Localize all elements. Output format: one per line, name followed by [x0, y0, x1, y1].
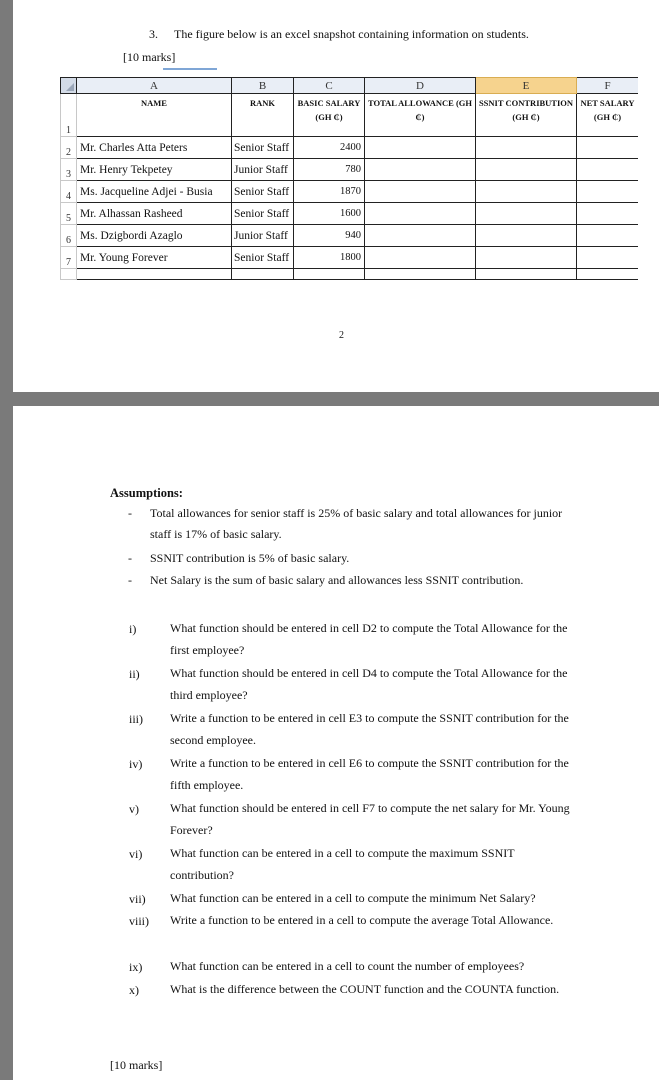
row-number[interactable]: 4 [61, 181, 77, 203]
blue-underline [163, 68, 217, 70]
spreadsheet-grid [60, 77, 638, 280]
cell-ssnit[interactable] [476, 247, 577, 269]
column-header-a[interactable]: A [77, 78, 232, 94]
table-row-cropped [61, 269, 639, 280]
assumptions-title: Assumptions: [110, 486, 183, 500]
cell-total-allowance[interactable] [365, 247, 476, 269]
cell-empty[interactable] [294, 269, 365, 280]
row-number[interactable]: 1 [61, 94, 77, 137]
assumption-item: Total allowances for senior staff is 25% of basic salary and total allowances for junior staff is 17% of basic salary. [150, 506, 563, 541]
question-number: ii) [129, 667, 140, 681]
header-total-allowance[interactable]: TOTAL ALLOWANCE (GH ₵) [365, 94, 476, 137]
page-bottom [13, 406, 659, 1080]
cell-rank[interactable]: Senior Staff [232, 181, 294, 203]
question-number: v) [129, 802, 139, 816]
table-row [61, 225, 639, 247]
row-number[interactable]: 6 [61, 225, 77, 247]
cell-net-salary[interactable] [577, 181, 639, 203]
row-number[interactable]: 7 [61, 247, 77, 269]
cell-net-salary[interactable] [577, 137, 639, 159]
cell-ssnit[interactable] [476, 159, 577, 181]
question-text: Write a function to be entered in cell E3 to compute the SSNIT contribution for the second employee. [170, 711, 569, 747]
question-number: iv) [129, 757, 143, 771]
question-text: The figure below is an excel snapshot containing information on students. [174, 27, 529, 41]
cell-empty[interactable] [77, 269, 232, 280]
row-number[interactable] [61, 269, 77, 280]
question-number: iii) [129, 712, 143, 726]
cell-rank[interactable]: Senior Staff [232, 137, 294, 159]
cell-name[interactable]: Ms. Jacqueline Adjei - Busia [77, 181, 232, 203]
cell-rank[interactable]: Junior Staff [232, 159, 294, 181]
column-header-b[interactable]: B [232, 78, 294, 94]
header-name[interactable]: NAME [77, 94, 232, 137]
row-number[interactable]: 3 [61, 159, 77, 181]
question-text: What function should be entered in cell D4 to compute the Total Allowance for the third employee? [170, 666, 568, 702]
question-number: vii) [129, 892, 146, 906]
question-number: viii) [129, 914, 149, 928]
cell-ssnit[interactable] [476, 203, 577, 225]
column-header-d[interactable]: D [365, 78, 476, 94]
cell-basic-salary[interactable]: 1870 [294, 181, 365, 203]
question-text: What function should be entered in cell D2 to compute the Total Allowance for the first employee? [170, 621, 568, 657]
question-number: ix) [129, 960, 143, 974]
cell-rank[interactable]: Senior Staff [232, 203, 294, 225]
cell-ssnit[interactable] [476, 181, 577, 203]
cell-name[interactable]: Mr. Young Forever [77, 247, 232, 269]
question-heading [149, 27, 529, 42]
column-header-e[interactable]: E [476, 78, 577, 94]
question-text: Write a function to be entered in a cell to compute the average Total Allowance. [170, 913, 554, 927]
table-row [61, 247, 639, 269]
cell-net-salary[interactable] [577, 203, 639, 225]
table-row [61, 159, 639, 181]
question-number: 3. [149, 27, 158, 41]
table-row [61, 203, 639, 225]
header-rank[interactable]: RANK [232, 94, 294, 137]
question-text: What function can be entered in a cell to compute the maximum SSNIT contribution? [170, 846, 515, 882]
cell-ssnit[interactable] [476, 225, 577, 247]
cell-basic-salary[interactable]: 780 [294, 159, 365, 181]
cell-basic-salary[interactable]: 1600 [294, 203, 365, 225]
cell-total-allowance[interactable] [365, 181, 476, 203]
header-ssnit-contribution[interactable]: SSNIT CONTRIBUTION (GH ₵) [476, 94, 577, 137]
question-number: i) [129, 622, 137, 636]
cell-empty[interactable] [232, 269, 294, 280]
table-header-row [61, 94, 639, 137]
cell-empty[interactable] [365, 269, 476, 280]
row-number[interactable]: 5 [61, 203, 77, 225]
column-header-c[interactable]: C [294, 78, 365, 94]
question-text: What is the difference between the COUNT function and the COUNTA function. [170, 982, 560, 996]
marks-label-bottom: [10 marks] [110, 1058, 163, 1072]
cell-total-allowance[interactable] [365, 159, 476, 181]
cell-total-allowance[interactable] [365, 225, 476, 247]
select-all-corner[interactable] [61, 78, 77, 94]
bullet-dash: - [128, 506, 132, 520]
table-row [61, 181, 639, 203]
cell-empty[interactable] [577, 269, 639, 280]
bullet-dash: - [128, 573, 132, 587]
table-row [61, 137, 639, 159]
bullet-dash: - [128, 551, 132, 565]
question-number: vi) [129, 847, 143, 861]
cell-name[interactable]: Mr. Alhassan Rasheed [77, 203, 232, 225]
assumption-item: SSNIT contribution is 5% of basic salary. [150, 551, 350, 565]
cell-ssnit[interactable] [476, 137, 577, 159]
column-header-row [61, 78, 639, 94]
question-text: What function can be entered in a cell to compute the minimum Net Salary? [170, 891, 536, 905]
cell-name[interactable]: Ms. Dzigbordi Azaglo [77, 225, 232, 247]
header-basic-salary[interactable]: BASIC SALARY (GH ₵) [294, 94, 365, 137]
cell-rank[interactable]: Junior Staff [232, 225, 294, 247]
page-number: 2 [339, 330, 344, 341]
cell-empty[interactable] [476, 269, 577, 280]
cell-name[interactable]: Mr. Charles Atta Peters [77, 137, 232, 159]
excel-snapshot [60, 77, 638, 282]
question-text: Write a function to be entered in cell E6 to compute the SSNIT contribution for the fifth employee. [170, 756, 569, 792]
cell-total-allowance[interactable] [365, 137, 476, 159]
question-text: What function can be entered in a cell to count the number of employees? [170, 959, 525, 973]
assumption-item: Net Salary is the sum of basic salary and allowances less SSNIT contribution. [150, 573, 524, 587]
question-number: x) [129, 983, 139, 997]
header-net-salary[interactable]: NET SALARY (GH ₵) [577, 94, 639, 137]
cell-rank[interactable]: Senior Staff [232, 247, 294, 269]
row-number[interactable]: 2 [61, 137, 77, 159]
cell-basic-salary[interactable]: 1800 [294, 247, 365, 269]
column-header-f[interactable]: F [577, 78, 639, 94]
question-text: What function should be entered in cell F7 to compute the net salary for Mr. Young Forever? [170, 801, 570, 837]
cell-net-salary[interactable] [577, 159, 639, 181]
cell-net-salary[interactable] [577, 225, 639, 247]
page-top [13, 0, 659, 392]
cell-total-allowance[interactable] [365, 203, 476, 225]
cell-name[interactable]: Mr. Henry Tekpetey [77, 159, 232, 181]
cell-basic-salary[interactable]: 2400 [294, 137, 365, 159]
cell-net-salary[interactable] [577, 247, 639, 269]
cell-basic-salary[interactable]: 940 [294, 225, 365, 247]
marks-label-top: [10 marks] [123, 50, 176, 64]
